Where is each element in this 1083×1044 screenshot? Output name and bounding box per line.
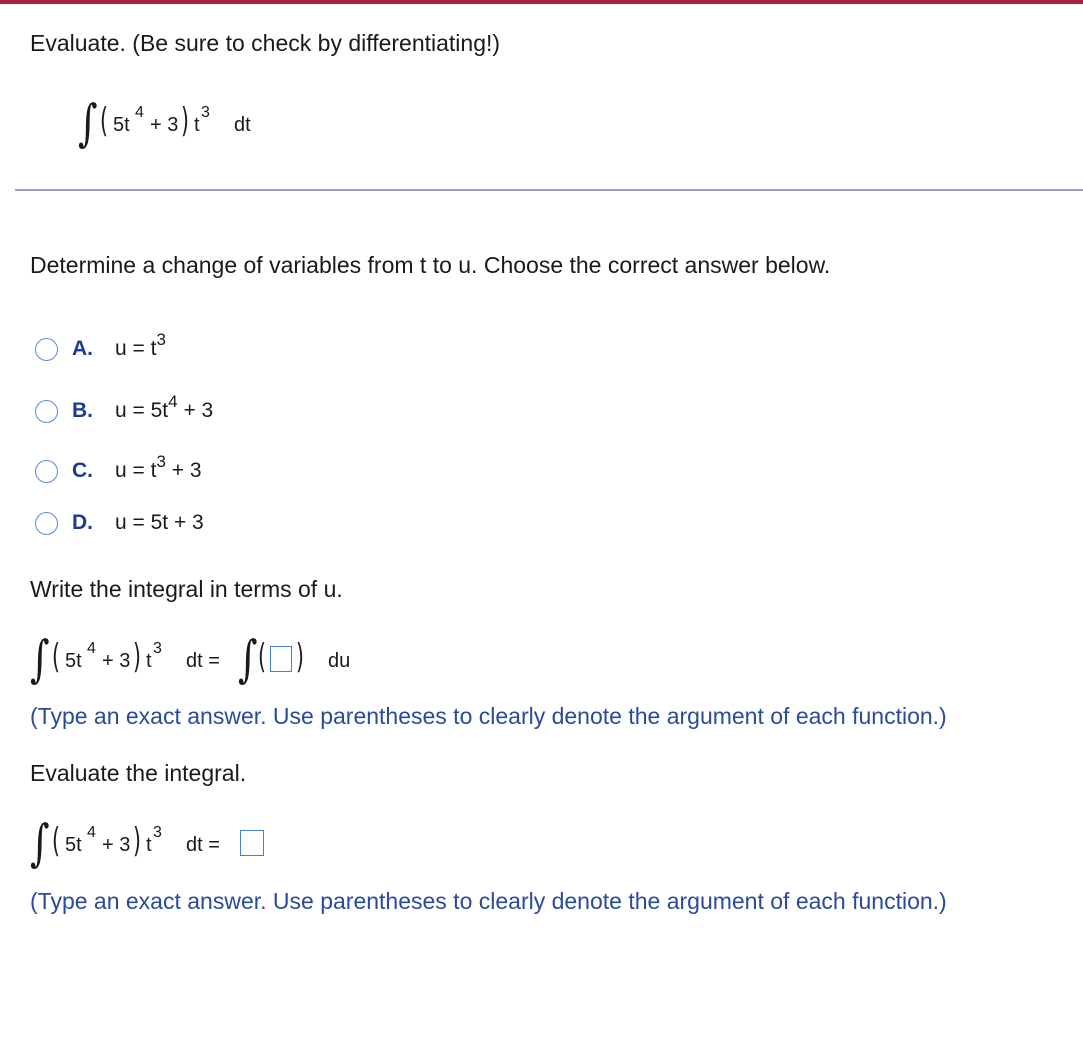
top-accent-bar <box>0 0 1083 4</box>
equals-dt: dt = <box>186 650 220 672</box>
radio-option-a[interactable] <box>35 338 58 361</box>
outer-term: t <box>194 114 200 136</box>
option-b-expression: $u = 5t^4 + 3$ <box>115 392 214 422</box>
problem-integral <box>78 94 298 160</box>
inner-exponent: 4 <box>87 824 96 841</box>
open-paren-u: ( <box>258 637 266 677</box>
radio-option-d[interactable] <box>35 512 58 535</box>
option-b-letter: B. <box>72 399 93 422</box>
final-answer-input[interactable] <box>240 830 264 856</box>
radio-option-b[interactable] <box>35 400 58 423</box>
inner-term: 5t <box>65 650 82 672</box>
write-integral-instruction: Write the integral in terms of u. <box>30 576 343 602</box>
evaluate-instruction: Evaluate the integral. <box>30 760 247 786</box>
open-paren: ( <box>52 637 60 677</box>
inner-exponent: 4 <box>135 104 144 121</box>
integral-sign-icon: ∫ <box>30 630 50 688</box>
option-c-expression: $u = t^3 + 3$ <box>115 452 202 482</box>
option-a[interactable] <box>35 330 335 364</box>
open-paren: ( <box>100 101 108 141</box>
inner-term: 5t <box>65 834 82 856</box>
plus-const: + 3 <box>102 650 131 672</box>
option-d-expression: u = 5t + 3 <box>115 511 204 534</box>
option-c[interactable] <box>35 452 335 486</box>
u-integrand-input[interactable] <box>270 646 292 672</box>
inner-term: 5t <box>113 114 130 136</box>
option-d[interactable] <box>35 508 335 538</box>
close-paren: ) <box>133 821 141 861</box>
plus-const: + 3 <box>102 834 131 856</box>
outer-exponent: 3 <box>153 824 162 841</box>
final-integral <box>30 814 300 880</box>
inner-exponent: 4 <box>87 640 96 657</box>
outer-exponent: 3 <box>201 104 210 121</box>
outer-term: t <box>146 650 152 672</box>
option-a-letter: A. <box>72 337 93 360</box>
integral-sign-u-icon: ∫ <box>238 630 258 688</box>
part3-hint: (Type an exact answer. Use parentheses to clearly denote the argument of each function.) <box>30 888 947 914</box>
part2-hint: (Type an exact answer. Use parentheses to clearly denote the argument of each function.) <box>30 703 947 729</box>
question-prompt: Evaluate. (Be sure to check by differentiating!) <box>30 30 501 56</box>
section-divider <box>15 189 1083 191</box>
change-variable-instruction: Determine a change of variables from t to u. Choose the correct answer below. <box>30 252 831 278</box>
close-paren: ) <box>181 101 189 141</box>
equals-dt: dt = <box>186 834 220 856</box>
integral-sign-icon: ∫ <box>30 814 50 872</box>
option-a-expression: $u = t^3$ <box>115 330 166 360</box>
substitution-integral <box>30 630 370 696</box>
outer-term: t <box>146 834 152 856</box>
option-d-letter: D. <box>72 511 93 534</box>
close-paren: ) <box>133 637 141 677</box>
close-paren-u: ) <box>296 637 304 677</box>
radio-option-c[interactable] <box>35 460 58 483</box>
option-c-letter: C. <box>72 459 93 482</box>
outer-exponent: 3 <box>153 640 162 657</box>
option-b[interactable] <box>35 392 335 426</box>
integral-sign-icon: ∫ <box>78 94 98 152</box>
open-paren: ( <box>52 821 60 861</box>
plus-const: + 3 <box>150 114 179 136</box>
differential: dt <box>234 114 251 136</box>
du-label: du <box>328 650 351 672</box>
